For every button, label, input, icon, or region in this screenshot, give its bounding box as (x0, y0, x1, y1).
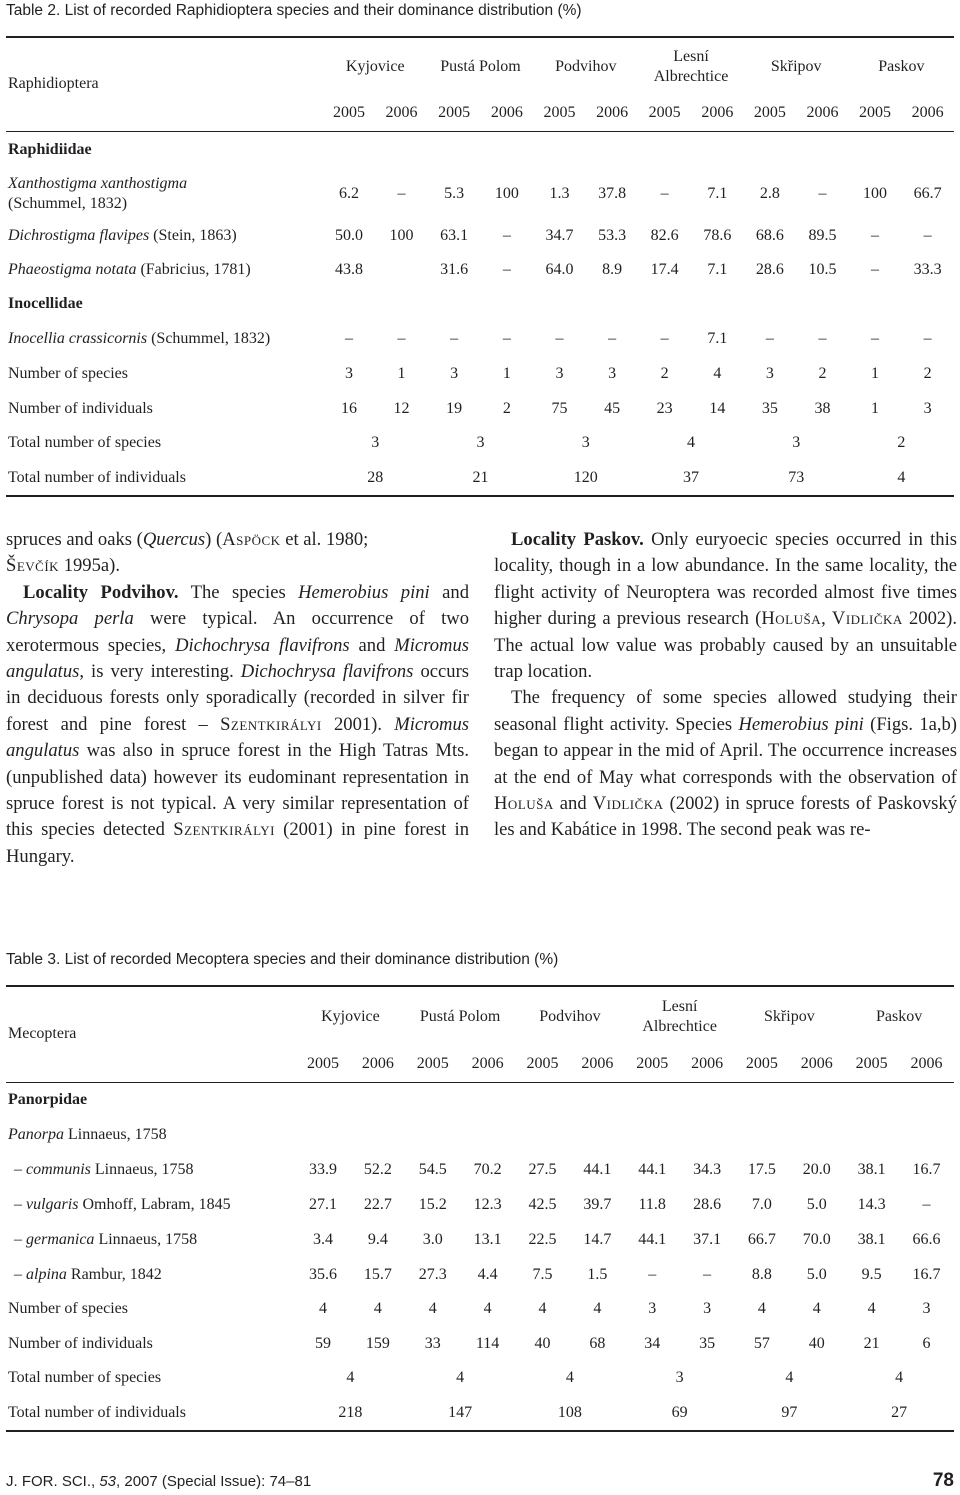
table-cell: 114 (475, 1334, 500, 1352)
table-cell: 1 (397, 364, 406, 382)
table-cell: 3.0 (422, 1230, 443, 1248)
table-cell: 28.6 (755, 261, 784, 278)
family-heading: Inocellidae (8, 295, 83, 312)
table-cell: 70.2 (473, 1160, 502, 1178)
year-header: 2006 (581, 1054, 614, 1072)
paragraph: spruces and oaks (Quercus) (Aspöck et al. 1980; Ševčík 1995a). (6, 529, 369, 577)
table-cell: 1 (871, 364, 880, 382)
table-cell: 63.1 (440, 227, 469, 244)
paragraph: Locality Paskov. Only euryoecic species occurred in this locality, though in a low abundance. In the same locality, the flight activity of Neuroptera was recorded almost five times higher during a previous research (Holuša, Vidlička 2002). The actual low value was probably caused by an unsuitable trap location. (494, 529, 957, 683)
year-header: 2006 (596, 103, 629, 121)
table-cell: 34.3 (693, 1160, 722, 1178)
summary-label: Number of individuals (8, 399, 153, 417)
summary-label: Number of species (8, 1300, 128, 1317)
table-cell: 44.1 (638, 1230, 667, 1248)
table-cell: 73 (788, 468, 805, 486)
table-cell: – (397, 185, 406, 202)
table-cell: 4 (565, 1369, 574, 1386)
table-cell: – (555, 329, 564, 347)
table-cell: 4 (483, 1300, 492, 1317)
locality-header: Kyjovice (321, 1007, 380, 1025)
table-cell: 2 (502, 399, 511, 417)
table-cell: 38.1 (857, 1230, 886, 1248)
locality-header: Paskov (875, 1007, 923, 1025)
table-cell: 39.7 (583, 1195, 612, 1213)
table-cell: 1.5 (587, 1265, 608, 1283)
paragraph: The frequency of some species allowed studying their seasonal flight activity. Species Hemerobius pini (Figs. 1a,b) began to appear in the mid of April. The occurrence increases at the end of May what corresponds with the observation of Holuša and Vidlička (2002) in spruce forests of Paskovský les and Kabátice in 1998. The second peak was re- (494, 687, 957, 841)
total-label: Total number of individuals (8, 1403, 186, 1421)
species-name: Phaeostigma notata (Fabricius, 1781) (8, 261, 251, 278)
table-cell: – (871, 227, 880, 244)
table-cell: 22.5 (528, 1230, 557, 1248)
table-cell: 68 (589, 1334, 606, 1352)
year-header: 2005 (416, 1054, 449, 1072)
species-name: Dichrostigma flavipes (Stein, 1863) (8, 227, 237, 244)
table-cell: 6.2 (338, 185, 359, 202)
locality-header: Paskov (878, 57, 925, 75)
total-label: Total number of individuals (8, 468, 186, 486)
table-cell: 120 (573, 468, 598, 486)
table-cell: 6 (922, 1334, 931, 1352)
table-cell: 4 (713, 364, 722, 382)
table-cell: 100 (494, 185, 519, 202)
table-cell: – (450, 329, 459, 347)
table-cell: 22.7 (363, 1195, 392, 1213)
family-heading: Raphidiidae (8, 141, 92, 159)
locality-header: Skřipov (770, 57, 822, 75)
table-cell: 2.8 (759, 185, 780, 202)
table-cell: 7.0 (751, 1195, 772, 1213)
table-cell: 8.9 (602, 261, 623, 278)
table-cell: – (923, 329, 932, 347)
year-header: 2005 (745, 1054, 778, 1072)
locality-header: Kyjovice (345, 57, 405, 75)
species-name: – germanica Linnaeus, 1758 (14, 1230, 198, 1248)
species-name: – communis Linnaeus, 1758 (14, 1160, 194, 1178)
table-cell: 16 (340, 399, 357, 417)
table-cell: 4 (897, 468, 906, 486)
table-cell: 3 (608, 364, 617, 382)
table-cell: 16.7 (912, 1265, 941, 1283)
table-cell: 218 (338, 1403, 363, 1421)
table-cell: 15.2 (418, 1195, 447, 1213)
year-header: 2005 (306, 1054, 339, 1072)
year-header: 2006 (490, 103, 523, 121)
table-cell: – (502, 261, 511, 278)
year-header: 2005 (648, 103, 681, 121)
table-cell: 12.3 (473, 1195, 502, 1213)
table-cell: 3 (648, 1300, 657, 1317)
table-cell: 3 (923, 399, 932, 417)
table-cell: 5.3 (444, 185, 465, 202)
locality-header: Skřipov (764, 1007, 815, 1025)
locality-header: Lesní Albrechtice (642, 997, 717, 1035)
table3-header-label: Mecoptera (8, 1025, 77, 1043)
table-cell: 34.7 (545, 227, 574, 244)
table-cell: 3 (371, 434, 380, 451)
year-header: 2006 (385, 103, 418, 121)
table-cell: 66.7 (913, 185, 942, 202)
table-cell: – (818, 329, 827, 347)
year-header: 2006 (911, 103, 944, 121)
table2 (6, 36, 954, 497)
table-cell: 42.5 (528, 1195, 557, 1213)
year-header: 2005 (859, 103, 892, 121)
table-cell: 3 (675, 1369, 684, 1386)
year-header: 2006 (910, 1054, 943, 1072)
table-cell: 17.4 (650, 261, 679, 278)
table-cell: – (344, 329, 353, 347)
table-cell: 40 (534, 1334, 551, 1352)
table-cell: 43.8 (334, 261, 363, 278)
table-cell: – (922, 1195, 931, 1213)
table-cell: 45 (604, 399, 621, 417)
table-cell: 52.2 (363, 1160, 392, 1178)
total-label: Total number of species (8, 1369, 162, 1386)
year-header: 2005 (753, 103, 786, 121)
table-cell: 11.8 (638, 1195, 666, 1213)
table-cell: 13.1 (473, 1230, 502, 1248)
table-cell: 4 (346, 1369, 355, 1386)
table-cell: 4 (593, 1300, 602, 1317)
table-cell: 69 (671, 1403, 688, 1421)
table-cell: 9.4 (367, 1230, 388, 1248)
table-cell: 33 (424, 1334, 441, 1352)
table-cell: 7.5 (532, 1265, 553, 1283)
table-cell: 4 (373, 1300, 382, 1317)
table-cell: 4 (785, 1369, 794, 1386)
table-cell: 7.1 (707, 261, 728, 278)
table-cell: 35 (761, 399, 778, 417)
family-heading: Panorpidae (8, 1091, 88, 1109)
table-cell: 12 (393, 399, 410, 417)
table-cell: – (660, 329, 669, 347)
table-cell: 82.6 (650, 227, 679, 244)
table-cell: 78.6 (703, 227, 732, 244)
table-cell: 34 (644, 1334, 661, 1352)
table-cell: 16.7 (912, 1160, 941, 1178)
table-cell: 100 (863, 185, 888, 202)
table-cell: – (660, 185, 669, 202)
locality-header: Pustá Polom (419, 1007, 501, 1025)
year-header: 2005 (855, 1054, 888, 1072)
table-cell: 31.6 (440, 261, 469, 278)
table-cell: – (765, 329, 774, 347)
table-cell: 1.3 (549, 185, 570, 202)
table3-caption: Table 3. List of recorded Mecoptera species and their dominance distribution (%) (6, 951, 559, 968)
table-cell: 14.7 (583, 1230, 612, 1248)
table-cell: 159 (365, 1334, 390, 1352)
table-cell: 4 (318, 1300, 327, 1317)
table-cell: 4 (895, 1369, 904, 1386)
species-name: – alpina Rambur, 1842 (14, 1265, 162, 1283)
table-cell: 5.0 (806, 1265, 827, 1283)
table-cell: 2 (818, 364, 827, 382)
table-cell: – (608, 329, 617, 347)
species-name: Xanthostigma xanthostigma (Schummel, 1832) (8, 175, 188, 212)
table-cell: 66.7 (747, 1230, 776, 1248)
table3 (6, 985, 954, 1432)
table-cell: 44.1 (638, 1160, 667, 1178)
table-cell: – (397, 329, 406, 347)
table-cell: 3 (765, 364, 774, 382)
year-header: 2006 (701, 103, 734, 121)
table-cell: 7.1 (707, 329, 728, 347)
table-cell: 2 (923, 364, 932, 382)
table-cell: 10.5 (808, 261, 837, 278)
summary-label: Number of individuals (8, 1334, 153, 1352)
year-header: 2006 (691, 1054, 724, 1072)
table-cell: 14.3 (857, 1195, 886, 1213)
year-header: 2005 (438, 103, 471, 121)
table-cell: 9.5 (861, 1265, 882, 1283)
year-header: 2006 (800, 1054, 833, 1072)
year-header: 2006 (806, 103, 839, 121)
table2-header-label: Raphidioptera (8, 75, 99, 93)
table-cell: 4 (428, 1300, 437, 1317)
table-cell: 23 (656, 399, 673, 417)
table-cell: 4 (538, 1300, 547, 1317)
text-column-right (494, 527, 957, 844)
table-cell: 3 (792, 434, 801, 451)
table-cell: – (703, 1265, 712, 1283)
table-cell: 7.1 (707, 185, 728, 202)
table-cell: 20.0 (802, 1160, 831, 1178)
year-header: 2006 (471, 1054, 504, 1072)
year-header: 2006 (361, 1054, 394, 1072)
page-number: 78 (932, 1470, 954, 1491)
table-cell: 33.3 (913, 261, 942, 278)
table-cell: 8.8 (751, 1265, 772, 1283)
year-header: 2005 (526, 1054, 559, 1072)
table-cell: 38.1 (857, 1160, 886, 1178)
table-cell: 3 (703, 1300, 712, 1317)
table-cell: 89.5 (808, 227, 837, 244)
table-cell: 3 (922, 1300, 931, 1317)
table-cell: – (502, 227, 511, 244)
table-cell: 28 (367, 468, 384, 486)
table-cell: 35 (699, 1334, 716, 1352)
table-cell: 27.1 (308, 1195, 337, 1213)
journal-citation: J. FOR. SCI., 53, 2007 (Special Issue): 74–81 (6, 1473, 312, 1490)
table-cell: 15.7 (363, 1265, 392, 1283)
table-cell: 100 (389, 227, 414, 244)
table-cell: 64.0 (545, 261, 574, 278)
table-cell: 27 (891, 1403, 908, 1421)
genus-heading: Panorpa Linnaeus, 1758 (8, 1126, 167, 1143)
table-cell: 21 (863, 1334, 880, 1352)
table-cell: 17.5 (747, 1160, 776, 1178)
year-header: 2005 (636, 1054, 669, 1072)
table-cell: 59 (314, 1334, 331, 1352)
table-cell: 37 (683, 468, 699, 486)
table2-caption: Table 2. List of recorded Raphidioptera species and their dominance distribution (%) (6, 2, 582, 19)
table-cell: 75 (551, 399, 568, 417)
table-cell: – (818, 185, 827, 202)
table-cell: 5.0 (806, 1195, 827, 1213)
table-cell: 1 (871, 399, 880, 417)
year-header: 2005 (332, 103, 365, 121)
total-label: Total number of species (8, 434, 162, 451)
table-cell: – (923, 227, 932, 244)
table-cell (375, 253, 428, 287)
table-cell: – (871, 261, 880, 278)
table-cell: 44.1 (583, 1160, 612, 1178)
table-cell: 4 (867, 1300, 876, 1317)
table-cell: 4 (812, 1300, 821, 1317)
table-cell: 3 (581, 434, 590, 451)
table-cell: 50.0 (334, 227, 363, 244)
table-cell: 37.8 (598, 185, 627, 202)
table-cell: 3 (450, 364, 459, 382)
table-cell: – (648, 1265, 657, 1283)
table-cell: 70.0 (802, 1230, 831, 1248)
table-cell: 53.3 (598, 227, 627, 244)
table-cell: 40 (808, 1334, 825, 1352)
table-cell: 38 (814, 399, 831, 417)
summary-label: Number of species (8, 364, 128, 382)
table-cell: 14 (709, 399, 726, 417)
locality-header: Lesní Albrechtice (653, 47, 729, 85)
table-cell: 3 (344, 364, 353, 382)
table-cell: 33.9 (308, 1160, 337, 1178)
table-cell: 108 (557, 1403, 582, 1421)
table-cell: 4.4 (477, 1265, 498, 1283)
paragraph: Locality Podvihov. The species Hemerobius pini and Chrysopa perla were typical. An occurrence of two xerotermous species, Dichochrysa flavifrons and Micromus angulatus, is very interesting. Dichochrysa flavifrons occurs in deciduous forests only sporadically (recorded in silver fir forest and pine forest – Szentkirályi 2001). Micromus angulatus was also in spruce forest in the High Tatras Mts. (unpublished data) however its eudominant representation in spruce forest is not typical. A very similar representation of this species detected Szentkirályi (2001) in pine forest in Hungary. (6, 581, 469, 867)
table-cell: 27.3 (418, 1265, 447, 1283)
table-cell: 21 (472, 468, 489, 486)
table-cell: 4 (687, 434, 695, 451)
table-cell: 19 (446, 399, 463, 417)
table-cell: – (502, 329, 511, 347)
table-cell: 3.4 (312, 1230, 333, 1248)
table-cell: 2 (897, 434, 906, 451)
table-cell: 2 (660, 364, 669, 382)
table-cell: 66.6 (912, 1230, 941, 1248)
species-name: – vulgaris Omhoff, Labram, 1845 (14, 1195, 231, 1213)
table-cell: 1 (502, 364, 511, 382)
locality-header: Pustá Polom (440, 57, 521, 75)
locality-header: Podvihov (539, 1007, 601, 1025)
table-cell: 27.5 (528, 1160, 557, 1178)
text-column-left (6, 527, 469, 870)
table-cell: 57 (753, 1334, 770, 1352)
species-name: Inocellia crassicornis (Schummel, 1832) (8, 329, 271, 347)
table-cell: 54.5 (418, 1160, 447, 1178)
table-cell: 97 (781, 1403, 798, 1421)
table-cell: 147 (448, 1403, 473, 1421)
table-cell: – (871, 329, 880, 347)
table-cell: 3 (555, 364, 564, 382)
table-cell: 3 (476, 434, 485, 451)
table-cell: 4 (456, 1369, 465, 1386)
year-header: 2005 (543, 103, 576, 121)
table-cell: 28.6 (693, 1195, 722, 1213)
locality-header: Podvihov (555, 57, 617, 75)
table-cell: 35.6 (308, 1265, 337, 1283)
table-cell: 37.1 (693, 1230, 722, 1248)
table-cell: 68.6 (755, 227, 784, 244)
table-cell: 4 (757, 1300, 766, 1317)
